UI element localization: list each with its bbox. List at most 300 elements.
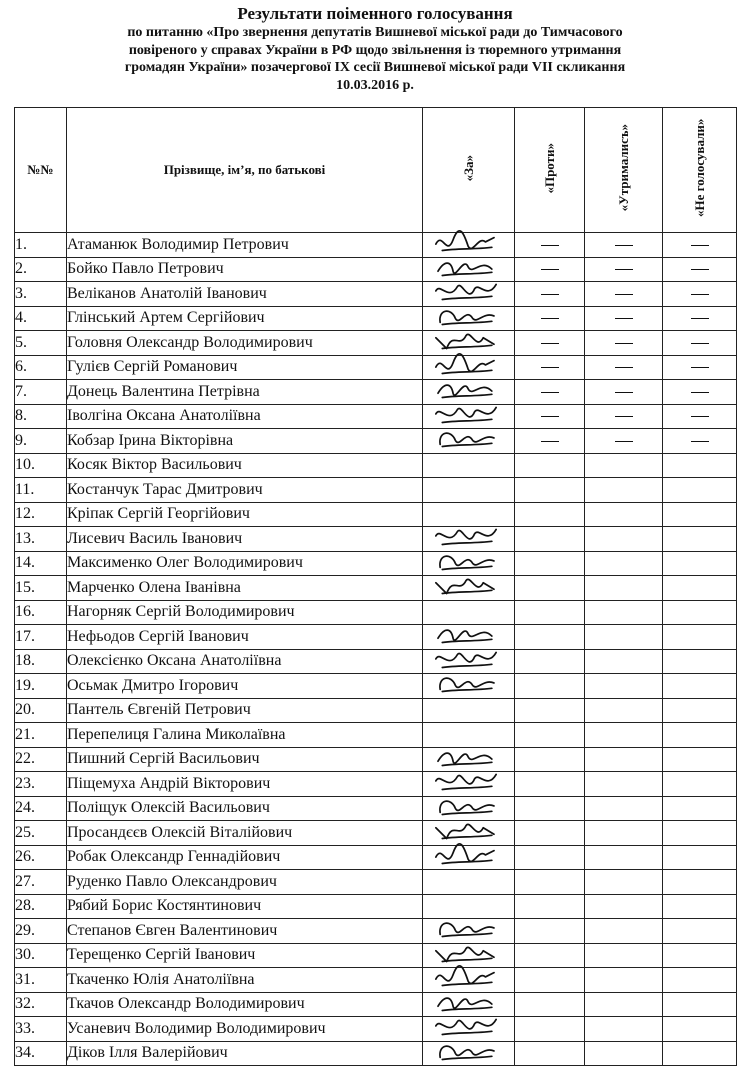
vote-for-cell	[423, 894, 515, 919]
signature-underline	[442, 419, 492, 422]
deputy-name: Терещенко Сергій Іванович	[67, 943, 423, 968]
dash-mark	[691, 343, 709, 344]
signature-underline	[442, 321, 492, 324]
signature-underline	[442, 933, 492, 936]
vote-for-cell	[423, 331, 515, 356]
vote-for-cell	[423, 845, 515, 870]
vote-abstained-cell	[585, 870, 663, 895]
deputy-number: 3.	[15, 282, 67, 307]
vote-abstained-cell	[585, 698, 663, 723]
deputy-name: Нагорняк Сергій Володимирович	[67, 600, 423, 625]
vote-for-cell	[423, 649, 515, 674]
signature-underline	[442, 860, 492, 863]
signature-underline	[442, 272, 492, 275]
signature-stroke	[436, 284, 496, 293]
table-row	[15, 257, 737, 282]
vote-abstained-cell	[585, 649, 663, 674]
deputy-name: Усаневич Володимир Володимирович	[67, 1017, 423, 1042]
signature-mark	[431, 303, 501, 331]
vote-not-voted-cell	[663, 478, 737, 503]
deputy-number: 4.	[15, 306, 67, 331]
signature-mark	[431, 376, 501, 404]
header-abstained-label: «Утрималисъ»	[615, 124, 631, 212]
vote-for-cell	[423, 404, 515, 429]
vote-not-voted-cell	[663, 404, 737, 429]
vote-abstained-cell	[585, 747, 663, 772]
vote-not-voted-cell	[663, 968, 737, 993]
deputy-name: Кобзар Ірина Вікторівна	[67, 429, 423, 454]
table-row	[15, 968, 737, 993]
vote-for-cell	[423, 355, 515, 380]
vote-for-cell	[423, 453, 515, 478]
dash-mark	[615, 294, 633, 295]
vote-not-voted-cell	[663, 649, 737, 674]
vote-against-cell	[515, 355, 585, 380]
signature-underline	[442, 247, 492, 250]
deputy-number: 29.	[15, 919, 67, 944]
signature-underline	[442, 958, 492, 961]
vote-not-voted-cell	[663, 1017, 737, 1042]
signature-mark	[431, 401, 501, 429]
dash-mark	[541, 441, 559, 442]
vote-abstained-cell	[585, 282, 663, 307]
vote-abstained-cell	[585, 478, 663, 503]
table-row	[15, 992, 737, 1017]
vote-for-cell	[423, 968, 515, 993]
vote-abstained-cell	[585, 404, 663, 429]
table-row	[15, 404, 737, 429]
deputy-number: 32.	[15, 992, 67, 1017]
vote-against-cell	[515, 257, 585, 282]
deputy-number: 14.	[15, 551, 67, 576]
deputy-number: 19.	[15, 674, 67, 699]
vote-not-voted-cell	[663, 233, 737, 258]
deputy-name: Перепелиця Галина Миколаївна	[67, 723, 423, 748]
signature-stroke	[438, 630, 492, 640]
vote-for-cell	[423, 943, 515, 968]
table-row	[15, 674, 737, 699]
table-row	[15, 551, 737, 576]
vote-not-voted-cell	[663, 919, 737, 944]
subtitle-line-2: повіреного у справах України в РФ щодо звільнення із тюремного утримання	[128, 42, 622, 58]
vote-table	[14, 107, 737, 1066]
vote-abstained-cell	[585, 600, 663, 625]
deputy-number: 27.	[15, 870, 67, 895]
table-row	[15, 502, 737, 527]
deputy-name: Косяк Віктор Васильович	[67, 453, 423, 478]
vote-not-voted-cell	[663, 453, 737, 478]
vote-for-cell	[423, 380, 515, 405]
vote-abstained-cell	[585, 233, 663, 258]
deputy-name: Максименко Олег Володимирович	[67, 551, 423, 576]
signature-stroke	[440, 801, 494, 812]
vote-for-cell	[423, 282, 515, 307]
vote-not-voted-cell	[663, 992, 737, 1017]
vote-not-voted-cell	[663, 698, 737, 723]
signature-underline	[442, 1031, 492, 1034]
vote-for-cell	[423, 600, 515, 625]
signature-stroke	[436, 824, 494, 838]
table-row	[15, 600, 737, 625]
vote-abstained-cell	[585, 257, 663, 282]
vote-not-voted-cell	[663, 282, 737, 307]
deputy-name: Головня Олександр Володимирович	[67, 331, 423, 356]
vote-against-cell	[515, 429, 585, 454]
table-row	[15, 478, 737, 503]
table-row	[15, 870, 737, 895]
deputy-number: 8.	[15, 404, 67, 429]
vote-not-voted-cell	[663, 380, 737, 405]
signature-underline	[442, 394, 492, 397]
signature-underline	[442, 786, 492, 789]
signature-stroke	[436, 652, 496, 661]
table-row	[15, 625, 737, 650]
deputy-name: Лисевич Василь Іванович	[67, 527, 423, 552]
deputy-name: Донець Валентина Петрівна	[67, 380, 423, 405]
vote-not-voted-cell	[663, 257, 737, 282]
dash-mark	[541, 367, 559, 368]
dash-mark	[615, 318, 633, 319]
vote-not-voted-cell	[663, 576, 737, 601]
deputy-name: Поліщук Олексій Васильович	[67, 796, 423, 821]
deputy-number: 22.	[15, 747, 67, 772]
dash-mark	[615, 245, 633, 246]
signature-stroke	[440, 433, 494, 444]
vote-against-cell	[515, 502, 585, 527]
deputy-number: 11.	[15, 478, 67, 503]
vote-against-cell	[515, 943, 585, 968]
table-row	[15, 649, 737, 674]
header-for	[423, 108, 515, 233]
signature-mark	[431, 964, 501, 992]
deputy-name: Веліканов Анатолій Іванович	[67, 282, 423, 307]
signature-underline	[442, 811, 492, 814]
vote-against-cell	[515, 723, 585, 748]
deputy-number: 17.	[15, 625, 67, 650]
table-row	[15, 821, 737, 846]
table-row	[15, 747, 737, 772]
dash-mark	[691, 245, 709, 246]
vote-not-voted-cell	[663, 502, 737, 527]
signature-mark	[431, 621, 501, 649]
table-row	[15, 306, 737, 331]
dash-mark	[541, 294, 559, 295]
dash-mark	[615, 343, 633, 344]
vote-for-cell	[423, 723, 515, 748]
vote-not-voted-cell	[663, 796, 737, 821]
dash-mark	[541, 269, 559, 270]
signature-stroke	[436, 407, 496, 416]
signature-stroke	[436, 579, 494, 593]
table-row	[15, 919, 737, 944]
vote-abstained-cell	[585, 919, 663, 944]
vote-abstained-cell	[585, 306, 663, 331]
vote-against-cell	[515, 698, 585, 723]
signature-stroke	[436, 231, 494, 249]
signature-mark	[431, 915, 501, 943]
vote-abstained-cell	[585, 551, 663, 576]
vote-against-cell	[515, 1041, 585, 1066]
signature-mark	[431, 1013, 501, 1041]
signature-mark	[431, 817, 501, 845]
header-not-voted-label: «Не голосували»	[691, 118, 707, 218]
dash-mark	[691, 367, 709, 368]
vote-not-voted-cell	[663, 943, 737, 968]
deputy-name: Нефьодов Сергій Іванович	[67, 625, 423, 650]
deputy-number: 9.	[15, 429, 67, 454]
table-row	[15, 453, 737, 478]
deputy-name: Діков Ілля Валерійович	[67, 1041, 423, 1066]
vote-against-cell	[515, 674, 585, 699]
vote-for-cell	[423, 698, 515, 723]
vote-for-cell	[423, 870, 515, 895]
signature-mark	[431, 352, 501, 380]
dash-mark	[691, 294, 709, 295]
vote-abstained-cell	[585, 772, 663, 797]
signature-mark	[431, 278, 501, 306]
deputy-name: Кріпак Сергій Георгійович	[67, 502, 423, 527]
signature-mark	[431, 327, 501, 355]
deputy-number: 5.	[15, 331, 67, 356]
signature-mark	[431, 229, 501, 257]
signature-stroke	[436, 529, 496, 538]
table-row	[15, 282, 737, 307]
vote-not-voted-cell	[663, 551, 737, 576]
vote-abstained-cell	[585, 380, 663, 405]
signature-mark	[431, 523, 501, 551]
signature-mark	[431, 744, 501, 772]
vote-abstained-cell	[585, 625, 663, 650]
vote-against-cell	[515, 821, 585, 846]
deputy-name: Пантель Євгеній Петрович	[67, 698, 423, 723]
table-row	[15, 380, 737, 405]
vote-for-cell	[423, 796, 515, 821]
signature-mark	[431, 842, 501, 870]
signature-stroke	[440, 311, 494, 322]
vote-for-cell	[423, 576, 515, 601]
vote-abstained-cell	[585, 796, 663, 821]
signature-stroke	[440, 678, 494, 689]
signature-mark	[431, 793, 501, 821]
vote-not-voted-cell	[663, 625, 737, 650]
deputy-name: Пишний Сергій Васильович	[67, 747, 423, 772]
signature-underline	[442, 664, 492, 667]
deputy-name: Рябий Борис Костянтинович	[67, 894, 423, 919]
signature-stroke	[436, 774, 496, 783]
signature-mark	[431, 646, 501, 674]
vote-abstained-cell	[585, 821, 663, 846]
table-row	[15, 355, 737, 380]
deputy-name: Атаманюк Володимир Петрович	[67, 233, 423, 258]
dash-mark	[691, 441, 709, 442]
dash-mark	[691, 269, 709, 270]
dash-mark	[691, 318, 709, 319]
deputy-name: Ткачов Олександр Володимирович	[67, 992, 423, 1017]
table-row	[15, 723, 737, 748]
vote-abstained-cell	[585, 527, 663, 552]
vote-for-cell	[423, 478, 515, 503]
table-row	[15, 1041, 737, 1066]
signature-mark	[431, 572, 501, 600]
deputy-number: 6.	[15, 355, 67, 380]
table-row	[15, 576, 737, 601]
vote-against-cell	[515, 968, 585, 993]
signature-underline	[442, 639, 492, 642]
signature-underline	[442, 370, 492, 373]
vote-against-cell	[515, 772, 585, 797]
deputy-number: 23.	[15, 772, 67, 797]
deputy-name: Марченко Олена Іванівна	[67, 576, 423, 601]
signature-underline	[442, 835, 492, 838]
signature-stroke	[438, 998, 492, 1008]
dash-mark	[541, 392, 559, 393]
header-abstained	[585, 108, 663, 233]
vote-not-voted-cell	[663, 429, 737, 454]
vote-abstained-cell	[585, 1017, 663, 1042]
dash-mark	[615, 416, 633, 417]
signature-stroke	[436, 966, 494, 984]
vote-for-cell	[423, 992, 515, 1017]
dash-mark	[615, 441, 633, 442]
vote-not-voted-cell	[663, 772, 737, 797]
signature-stroke	[436, 353, 494, 371]
vote-for-cell	[423, 1017, 515, 1042]
vote-not-voted-cell	[663, 527, 737, 552]
deputy-name: Осьмак Дмитро Ігорович	[67, 674, 423, 699]
signature-stroke	[436, 947, 494, 961]
vote-against-cell	[515, 649, 585, 674]
header-against	[515, 108, 585, 233]
vote-against-cell	[515, 527, 585, 552]
deputy-name: Бойко Павло Петрович	[67, 257, 423, 282]
deputy-name: Робак Олександр Геннадійович	[67, 845, 423, 870]
vote-rows	[15, 233, 737, 1066]
vote-against-cell	[515, 1017, 585, 1042]
vote-abstained-cell	[585, 894, 663, 919]
vote-for-cell	[423, 772, 515, 797]
deputy-number: 1.	[15, 233, 67, 258]
header-name: Прізвище, ім’я, по батькові	[67, 108, 423, 233]
deputy-name: Гулієв Сергій Романович	[67, 355, 423, 380]
signature-mark	[431, 425, 501, 453]
signature-underline	[442, 345, 492, 348]
deputy-number: 21.	[15, 723, 67, 748]
table-row	[15, 331, 737, 356]
signature-stroke	[440, 923, 494, 934]
dash-mark	[541, 343, 559, 344]
deputy-name: Глінський Артем Сергійович	[67, 306, 423, 331]
deputy-number: 10.	[15, 453, 67, 478]
vote-abstained-cell	[585, 453, 663, 478]
signature-underline	[442, 566, 492, 569]
deputy-number: 18.	[15, 649, 67, 674]
deputy-number: 34.	[15, 1041, 67, 1066]
signature-underline	[442, 541, 492, 544]
deputy-number: 26.	[15, 845, 67, 870]
deputy-name: Іволгіна Оксана Анатоліївна	[67, 404, 423, 429]
vote-for-cell	[423, 527, 515, 552]
vote-against-cell	[515, 380, 585, 405]
signature-stroke	[440, 1046, 494, 1057]
signature-underline	[442, 1056, 492, 1059]
vote-against-cell	[515, 233, 585, 258]
vote-against-cell	[515, 625, 585, 650]
vote-for-cell	[423, 306, 515, 331]
signature-stroke	[438, 753, 492, 763]
dash-mark	[541, 245, 559, 246]
vote-abstained-cell	[585, 992, 663, 1017]
vote-for-cell	[423, 674, 515, 699]
vote-not-voted-cell	[663, 306, 737, 331]
table-row	[15, 894, 737, 919]
header-number: №№	[15, 108, 67, 233]
vote-not-voted-cell	[663, 723, 737, 748]
table-row	[15, 527, 737, 552]
vote-against-cell	[515, 478, 585, 503]
deputy-name: Олексієнко Оксана Анатоліївна	[67, 649, 423, 674]
table-row	[15, 943, 737, 968]
table-row	[15, 429, 737, 454]
table-row	[15, 796, 737, 821]
vote-not-voted-cell	[663, 331, 737, 356]
dash-mark	[691, 392, 709, 393]
vote-not-voted-cell	[663, 747, 737, 772]
signature-mark	[431, 548, 501, 576]
table-row	[15, 772, 737, 797]
deputy-number: 13.	[15, 527, 67, 552]
signature-underline	[442, 688, 492, 691]
deputy-number: 30.	[15, 943, 67, 968]
deputy-name: Руденко Павло Олександрович	[67, 870, 423, 895]
header-against-label: «Проти»	[541, 142, 557, 194]
vote-against-cell	[515, 992, 585, 1017]
vote-against-cell	[515, 919, 585, 944]
header-row	[15, 108, 737, 233]
signature-mark	[431, 768, 501, 796]
vote-for-cell	[423, 502, 515, 527]
deputy-number: 31.	[15, 968, 67, 993]
table-row	[15, 698, 737, 723]
deputy-name: Піщемуха Андрій Вікторович	[67, 772, 423, 797]
table-row	[15, 845, 737, 870]
vote-against-cell	[515, 576, 585, 601]
signature-stroke	[438, 263, 492, 273]
deputy-number: 7.	[15, 380, 67, 405]
vote-not-voted-cell	[663, 821, 737, 846]
table-row	[15, 233, 737, 258]
vote-abstained-cell	[585, 502, 663, 527]
signature-underline	[442, 443, 492, 446]
vote-abstained-cell	[585, 674, 663, 699]
signature-stroke	[436, 334, 494, 348]
dash-mark	[615, 269, 633, 270]
signature-underline	[442, 296, 492, 299]
signature-mark	[431, 940, 501, 968]
vote-against-cell	[515, 331, 585, 356]
signature-mark	[431, 1038, 501, 1066]
vote-against-cell	[515, 870, 585, 895]
deputy-number: 24.	[15, 796, 67, 821]
document-header	[0, 0, 750, 94]
vote-abstained-cell	[585, 943, 663, 968]
vote-for-cell	[423, 429, 515, 454]
deputy-name: Ткаченко Юлія Анатоліївна	[67, 968, 423, 993]
vote-abstained-cell	[585, 355, 663, 380]
vote-not-voted-cell	[663, 894, 737, 919]
vote-against-cell	[515, 282, 585, 307]
vote-abstained-cell	[585, 331, 663, 356]
signature-stroke	[436, 1019, 496, 1028]
